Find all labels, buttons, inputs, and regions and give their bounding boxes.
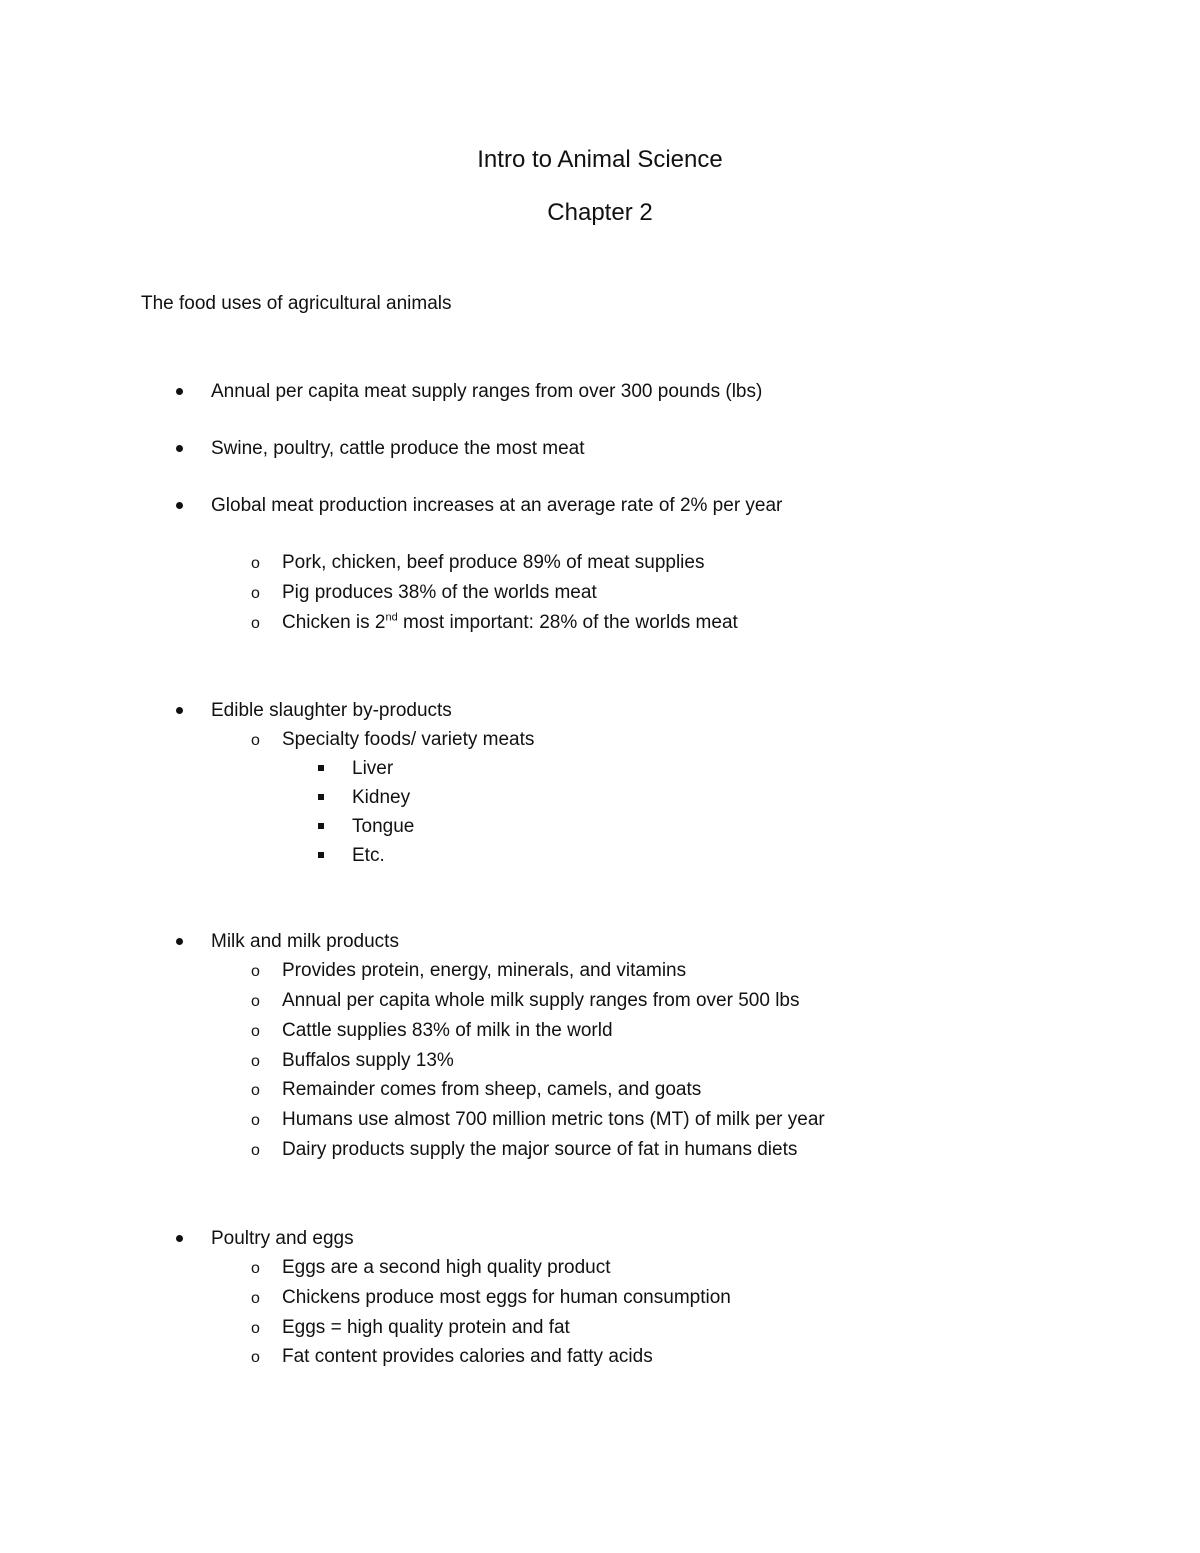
list-item: Global meat production increases at an average rate of 2% per year	[211, 495, 783, 516]
sub-bullet-icon: o	[251, 1112, 260, 1129]
sub-bullet-icon: o	[251, 963, 260, 980]
section-heading-milk: Milk and milk products	[211, 931, 399, 952]
square-bullet-icon	[318, 852, 324, 858]
bullet-icon	[176, 1235, 183, 1242]
list-item: Annual per capita meat supply ranges from over 300 pounds (lbs)	[211, 381, 763, 402]
sub-list-item: Eggs = high quality protein and fat	[282, 1317, 570, 1338]
sub-bullet-icon: o	[251, 1023, 260, 1040]
square-bullet-icon	[318, 794, 324, 800]
bullet-icon	[176, 502, 183, 509]
sub-list-item: Specialty foods/ variety meats	[282, 729, 535, 750]
bullet-icon	[176, 445, 183, 452]
chicken-text-pre: Chicken is 2	[282, 612, 386, 633]
sub-bullet-icon: o	[251, 615, 260, 632]
section-heading-byproducts: Edible slaughter by-products	[211, 700, 452, 721]
sub-bullet-icon: o	[251, 1142, 260, 1159]
bullet-icon	[176, 707, 183, 714]
sub-list-item: Chickens produce most eggs for human consumption	[282, 1287, 731, 1308]
sub-list-item: Remainder comes from sheep, camels, and goats	[282, 1079, 702, 1100]
sub-list-item: Cattle supplies 83% of milk in the world	[282, 1020, 613, 1041]
sub-bullet-icon: o	[251, 1349, 260, 1366]
sub-list-item: Pig produces 38% of the worlds meat	[282, 582, 597, 603]
sub-bullet-icon: o	[251, 1082, 260, 1099]
sub-list-item: Pork, chicken, beef produce 89% of meat supplies	[282, 552, 705, 573]
sub-bullet-icon: o	[251, 993, 260, 1010]
sub-list-item: Buffalos supply 13%	[282, 1050, 454, 1071]
sub-sub-list-item: Etc.	[352, 845, 385, 866]
sub-bullet-icon: o	[251, 585, 260, 602]
sub-bullet-icon: o	[251, 1053, 260, 1070]
sub-list-item: Provides protein, energy, minerals, and vitamins	[282, 960, 687, 981]
section-heading-poultry: Poultry and eggs	[211, 1228, 354, 1249]
sub-list-item: Dairy products supply the major source of fat in humans diets	[282, 1139, 798, 1160]
sub-list-item: Annual per capita whole milk supply ranges from over 500 lbs	[282, 990, 800, 1011]
square-bullet-icon	[318, 823, 324, 829]
ordinal-suffix: nd	[385, 611, 398, 624]
bullet-icon	[176, 938, 183, 945]
sub-list-item: Fat content provides calories and fatty acids	[282, 1346, 653, 1367]
sub-sub-list-item: Kidney	[352, 787, 411, 808]
sub-list-item: Humans use almost 700 million metric tons (MT) of milk per year	[282, 1109, 825, 1130]
document-title: Intro to Animal Science	[477, 146, 723, 173]
list-item: Swine, poultry, cattle produce the most meat	[211, 438, 585, 459]
sub-bullet-icon: o	[251, 1290, 260, 1307]
bullet-icon	[176, 388, 183, 395]
sub-sub-list-item: Tongue	[352, 816, 415, 837]
sub-bullet-icon: o	[251, 1260, 260, 1277]
sub-bullet-icon: o	[251, 1320, 260, 1337]
square-bullet-icon	[318, 765, 324, 771]
sub-list-item: Eggs are a second high quality product	[282, 1257, 611, 1278]
chicken-text-post: most important: 28% of the worlds meat	[397, 612, 738, 633]
sub-sub-list-item: Liver	[352, 758, 394, 779]
intro-line: The food uses of agricultural animals	[141, 293, 452, 314]
sub-bullet-icon: o	[251, 555, 260, 572]
chapter-heading: Chapter 2	[547, 199, 653, 226]
sub-list-item	[282, 611, 738, 635]
sub-bullet-icon: o	[251, 732, 260, 749]
